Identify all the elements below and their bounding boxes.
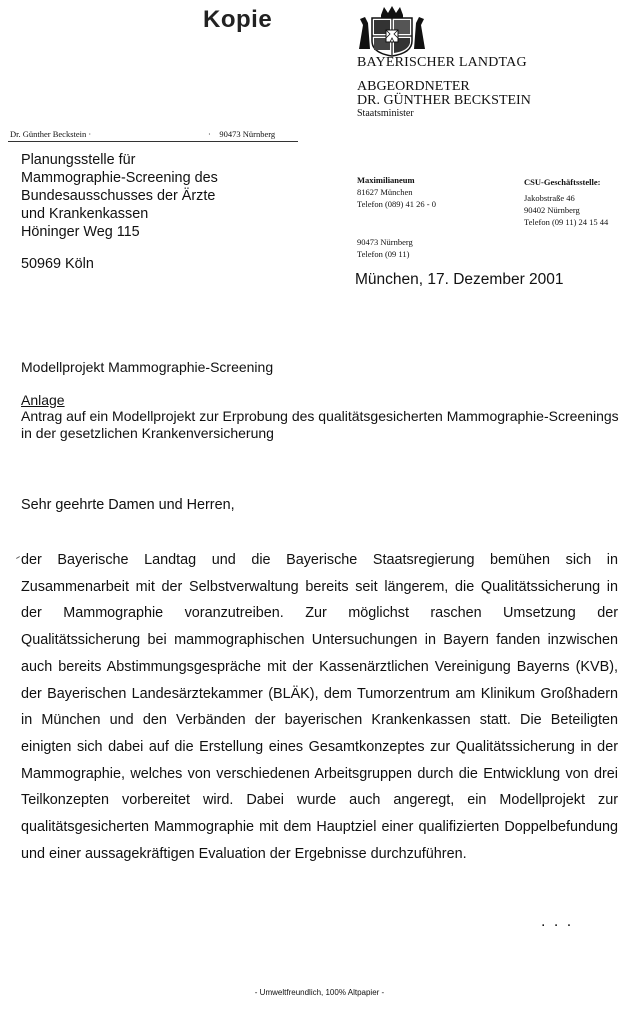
csu-office-street: Jakobstraße 46 xyxy=(524,193,575,203)
recipient-line: Planungsstelle für xyxy=(21,152,136,168)
attachment-heading: Anlage xyxy=(21,392,65,408)
office-nuremberg-phone: Telefon (09 11) xyxy=(357,249,410,259)
sender-return-dot: · xyxy=(88,129,92,139)
sender-name: DR. GÜNTHER BECKSTEIN xyxy=(357,93,531,108)
sender-return-name: Dr. Günther Beckstein xyxy=(10,129,87,139)
office-nuremberg xyxy=(357,236,413,260)
sender-role: ABGEORDNETER xyxy=(357,79,470,94)
recipient-city: 50969 Köln xyxy=(21,256,94,272)
attachment-text: Antrag auf ein Modellprojekt zur Erprobung des qualitätsgesicherten Mammographie-Screenings in der gesetzlichen Krankenversicherung xyxy=(21,408,619,441)
recipient-line: Höninger Weg 115 xyxy=(21,224,140,240)
copy-stamp: Kopie xyxy=(203,6,273,33)
csu-office xyxy=(524,176,608,228)
csu-office-heading: CSU-Geschäftsstelle: xyxy=(524,177,601,187)
csu-office-phone: Telefon (09 11) 24 15 44 xyxy=(524,217,609,227)
institution-name: BAYERISCHER LANDTAG xyxy=(357,55,527,70)
footer-note: - Umweltfreundlich, 100% Altpapier - xyxy=(254,988,385,997)
bavarian-coat-of-arms-icon xyxy=(357,5,427,57)
recipient-address xyxy=(21,151,218,241)
office-nuremberg-city: 90473 Nürnberg xyxy=(357,237,413,247)
sender-return-line xyxy=(10,129,276,139)
office-munich-phone: Telefon (089) 41 26 - 0 xyxy=(357,199,436,209)
office-munich-city: 81627 München xyxy=(357,187,413,197)
body-paragraph: der Bayerische Landtag und die Bayerische Staatsregierung bemühen sich in Zusammenarbeit mit der Selbstverwaltung bereits seit längerem, die Qualitätssicherung in der Mammographie voranzutreiben. Zur möglichst raschen Umsetzung der Qualitätssicherung bei mammographischen Untersuchungen in Bayern fanden inzwischen auch bereits Abstimmungsgespräche mit der Kassenärztlichen Vereinigung Bayerns (KVB), der Bayerischen Landesärztekammer (BLÄK), dem Tumorzentrum am Klinikum Großhadern in München und den Verbänden der bayerischen Krankenkassen statt. Die Beteiligten einigten sich dabei auf die Erstellung eines Gesamtkonzeptes zur Qualitätssicherung in der Mammographie, welches von verschiedenen Arbeitsgruppen durch die Entwicklung von drei Teilkonzepten vorbereitet wird. Dabei wurde auch angeregt, ein Modellprojekt zur qualitätsgesicherten Mammographie mit dem Hauptziel einer qualifizierten Doppelbefundung und einer aussagekräftigen Evaluation der Ergebnisse durchzuführen. xyxy=(21,552,618,862)
sender-rule-divider xyxy=(8,141,298,142)
sender-return-zip: · 90473 Nürnberg xyxy=(208,129,276,139)
recipient-line: Bundesausschusses der Ärzte xyxy=(21,188,216,204)
recipient-line: und Krankenkassen xyxy=(21,206,149,222)
recipient-line: Mammographie-Screening des xyxy=(21,170,218,186)
letter-subject: Modellprojekt Mammographie-Screening xyxy=(21,359,274,375)
greeting: Sehr geehrte Damen und Herren, xyxy=(21,497,235,513)
csu-office-city: 90402 Nürnberg xyxy=(524,205,580,215)
letter-date: München, 17. Dezember 2001 xyxy=(355,271,564,288)
continuation-mark: . . . xyxy=(541,913,574,930)
sender-title: Staatsminister xyxy=(357,108,414,119)
office-munich xyxy=(357,174,436,210)
office-munich-name: Maximilianeum xyxy=(357,175,415,185)
margin-mark xyxy=(16,556,20,559)
